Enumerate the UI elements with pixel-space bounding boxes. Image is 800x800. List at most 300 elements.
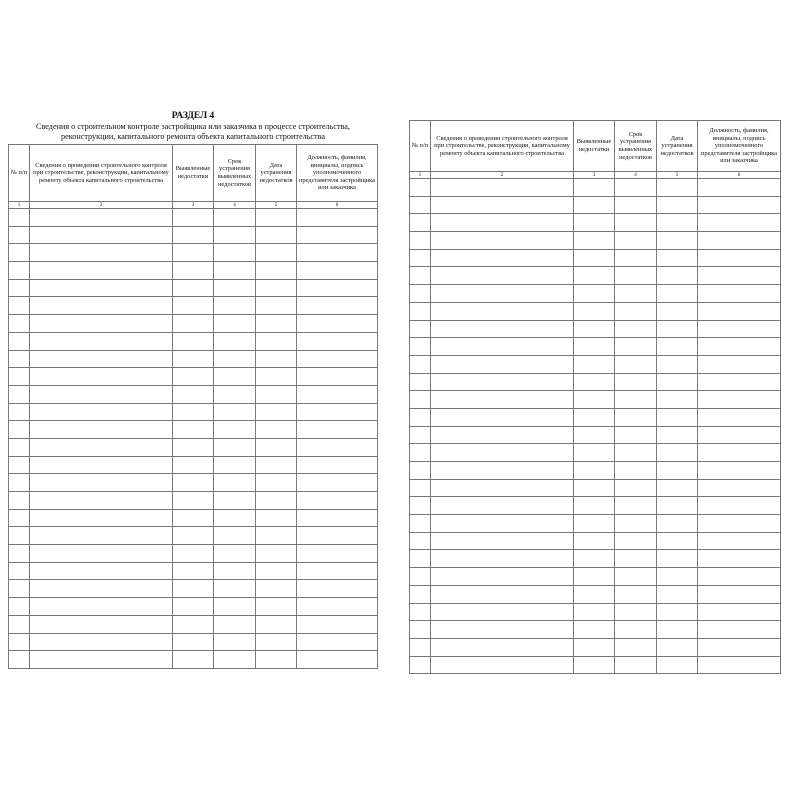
- table-cell: [297, 527, 378, 545]
- table-row: [9, 385, 378, 403]
- table-cell: [615, 621, 657, 639]
- table-cell: [9, 545, 30, 563]
- table-cell: [574, 196, 615, 214]
- table-cell: [297, 209, 378, 227]
- table-cell: [615, 444, 657, 462]
- table-cell: [431, 338, 574, 356]
- table-cell: [297, 456, 378, 474]
- header-defects: Выявленные недостатки: [574, 121, 615, 172]
- table-cell: [214, 368, 256, 386]
- column-number: 1: [9, 202, 30, 209]
- table-cell: [431, 444, 574, 462]
- table-cell: [9, 456, 30, 474]
- table-row: [9, 350, 378, 368]
- table-cell: [698, 285, 781, 303]
- table-cell: [431, 497, 574, 515]
- table-cell: [173, 315, 214, 333]
- table-cell: [574, 249, 615, 267]
- table-cell: [30, 580, 173, 598]
- column-number: 2: [30, 202, 173, 209]
- table-cell: [297, 492, 378, 510]
- table-cell: [410, 656, 431, 674]
- table-cell: [615, 179, 657, 197]
- table-cell: [256, 315, 297, 333]
- table-row: [410, 355, 781, 373]
- table-cell: [698, 656, 781, 674]
- table-cell: [431, 373, 574, 391]
- table-cell: [431, 249, 574, 267]
- table-row: [410, 656, 781, 674]
- table-cell: [173, 279, 214, 297]
- table-cell: [173, 421, 214, 439]
- table-cell: [657, 355, 698, 373]
- table-cell: [30, 527, 173, 545]
- table-row: [410, 408, 781, 426]
- table-row: [9, 403, 378, 421]
- table-cell: [9, 651, 30, 669]
- table-cell: [30, 492, 173, 510]
- table-cell: [256, 368, 297, 386]
- table-cell: [214, 226, 256, 244]
- table-cell: [574, 232, 615, 250]
- table-cell: [410, 479, 431, 497]
- table-cell: [574, 214, 615, 232]
- table-cell: [657, 462, 698, 480]
- table-cell: [698, 515, 781, 533]
- table-row: [9, 492, 378, 510]
- table-row: [410, 568, 781, 586]
- section-description: Сведения о строительном контроле застройщика или заказчика в процессе строительства, реконструкции, капитального ремонта объекта капитального строительства: [36, 122, 350, 141]
- table-cell: [297, 651, 378, 669]
- table-row: [9, 456, 378, 474]
- table-cell: [173, 332, 214, 350]
- table-cell: [698, 179, 781, 197]
- table-cell: [410, 408, 431, 426]
- table-cell: [214, 545, 256, 563]
- table-cell: [410, 196, 431, 214]
- table-cell: [698, 603, 781, 621]
- table-cell: [615, 532, 657, 550]
- table-cell: [657, 179, 698, 197]
- table-cell: [431, 515, 574, 533]
- column-number: 5: [657, 172, 698, 179]
- table-cell: [9, 598, 30, 616]
- table-cell: [256, 580, 297, 598]
- table-cell: [173, 438, 214, 456]
- table-cell: [574, 656, 615, 674]
- table-row: [9, 244, 378, 262]
- table-cell: [9, 438, 30, 456]
- table-cell: [615, 320, 657, 338]
- table-cell: [698, 214, 781, 232]
- table-cell: [410, 214, 431, 232]
- table-cell: [410, 320, 431, 338]
- table-cell: [214, 385, 256, 403]
- table-cell: [615, 603, 657, 621]
- table-cell: [256, 279, 297, 297]
- table-cell: [30, 350, 173, 368]
- table-row: [410, 373, 781, 391]
- table-row: [410, 285, 781, 303]
- table-cell: [256, 527, 297, 545]
- table-row: [410, 462, 781, 480]
- table-cell: [431, 285, 574, 303]
- table-cell: [574, 408, 615, 426]
- table-cell: [698, 638, 781, 656]
- table-row: [410, 603, 781, 621]
- table-row: [9, 279, 378, 297]
- table-cell: [30, 562, 173, 580]
- table-cell: [431, 232, 574, 250]
- table-cell: [431, 479, 574, 497]
- table-row: [9, 297, 378, 315]
- table-cell: [9, 297, 30, 315]
- column-number: 4: [214, 202, 256, 209]
- table-cell: [173, 492, 214, 510]
- table-cell: [698, 338, 781, 356]
- table-cell: [615, 338, 657, 356]
- table-cell: [30, 262, 173, 280]
- column-number: 4: [615, 172, 657, 179]
- table-cell: [173, 474, 214, 492]
- table-cell: [574, 444, 615, 462]
- right-page: [409, 120, 781, 676]
- table-cell: [574, 497, 615, 515]
- section-title: РАЗДЕЛ 4: [171, 111, 215, 121]
- table-cell: [574, 320, 615, 338]
- table-cell: [297, 545, 378, 563]
- table-cell: [574, 585, 615, 603]
- table-cell: [698, 196, 781, 214]
- table-cell: [574, 621, 615, 639]
- table-row: [410, 621, 781, 639]
- table-cell: [410, 285, 431, 303]
- table-cell: [657, 638, 698, 656]
- table-cell: [256, 456, 297, 474]
- construction-control-table: [8, 144, 378, 669]
- table-cell: [410, 302, 431, 320]
- table-cell: [30, 385, 173, 403]
- table-cell: [173, 209, 214, 227]
- table-cell: [574, 267, 615, 285]
- table-cell: [256, 492, 297, 510]
- table-cell: [173, 350, 214, 368]
- table-cell: [410, 232, 431, 250]
- table-row: [9, 651, 378, 669]
- table-cell: [297, 598, 378, 616]
- table-cell: [410, 532, 431, 550]
- table-cell: [173, 562, 214, 580]
- table-cell: [9, 209, 30, 227]
- table-cell: [256, 509, 297, 527]
- table-cell: [9, 492, 30, 510]
- table-cell: [214, 509, 256, 527]
- table-cell: [9, 279, 30, 297]
- table-cell: [9, 315, 30, 333]
- header-representative: Должность, фамилия, инициалы, подпись уполномоченного представителя застройщика или заказчика: [297, 145, 378, 202]
- table-cell: [698, 320, 781, 338]
- table-cell: [574, 568, 615, 586]
- table-cell: [9, 615, 30, 633]
- table-row: [9, 315, 378, 333]
- table-cell: [410, 585, 431, 603]
- table-cell: [410, 515, 431, 533]
- table-cell: [431, 214, 574, 232]
- table-cell: [410, 267, 431, 285]
- table-cell: [214, 421, 256, 439]
- table-cell: [30, 403, 173, 421]
- table-cell: [615, 656, 657, 674]
- table-cell: [410, 638, 431, 656]
- table-cell: [9, 509, 30, 527]
- table-cell: [297, 580, 378, 598]
- table-cell: [698, 479, 781, 497]
- table-cell: [410, 497, 431, 515]
- table-cell: [30, 368, 173, 386]
- table-cell: [30, 545, 173, 563]
- table-row: [9, 332, 378, 350]
- table-cell: [297, 385, 378, 403]
- table-cell: [615, 196, 657, 214]
- column-number: 1: [410, 172, 431, 179]
- table-cell: [30, 456, 173, 474]
- table-cell: [615, 302, 657, 320]
- table-cell: [214, 492, 256, 510]
- table-cell: [256, 562, 297, 580]
- table-row: [410, 444, 781, 462]
- table-cell: [615, 462, 657, 480]
- table-cell: [256, 633, 297, 651]
- table-cell: [698, 462, 781, 480]
- table-cell: [256, 385, 297, 403]
- table-cell: [698, 249, 781, 267]
- table-row: [410, 515, 781, 533]
- table-cell: [9, 403, 30, 421]
- table-cell: [30, 332, 173, 350]
- table-cell: [297, 244, 378, 262]
- table-cell: [297, 279, 378, 297]
- table-cell: [30, 209, 173, 227]
- table-cell: [9, 633, 30, 651]
- table-row: [9, 545, 378, 563]
- table-cell: [297, 615, 378, 633]
- table-cell: [256, 262, 297, 280]
- table-cell: [173, 651, 214, 669]
- table-cell: [574, 550, 615, 568]
- table-cell: [256, 438, 297, 456]
- table-cell: [30, 244, 173, 262]
- table-cell: [410, 426, 431, 444]
- table-cell: [173, 545, 214, 563]
- table-cell: [410, 179, 431, 197]
- table-cell: [698, 532, 781, 550]
- table-cell: [574, 373, 615, 391]
- table-cell: [30, 633, 173, 651]
- table-cell: [30, 651, 173, 669]
- table-cell: [615, 550, 657, 568]
- table-cell: [574, 532, 615, 550]
- table-cell: [410, 550, 431, 568]
- table-cell: [698, 621, 781, 639]
- table-row: [410, 196, 781, 214]
- table-cell: [297, 315, 378, 333]
- table-cell: [431, 408, 574, 426]
- table-cell: [30, 509, 173, 527]
- table-cell: [431, 355, 574, 373]
- table-row: [9, 262, 378, 280]
- table-cell: [410, 568, 431, 586]
- table-cell: [30, 279, 173, 297]
- header-fix-date: Дата устранения недостатков: [657, 121, 698, 172]
- table-cell: [431, 196, 574, 214]
- table-cell: [615, 285, 657, 303]
- table-cell: [574, 391, 615, 409]
- table-cell: [657, 656, 698, 674]
- table-cell: [9, 385, 30, 403]
- table-cell: [9, 332, 30, 350]
- table-cell: [574, 302, 615, 320]
- table-cell: [9, 226, 30, 244]
- table-row: [410, 585, 781, 603]
- table-cell: [615, 479, 657, 497]
- table-cell: [256, 474, 297, 492]
- table-cell: [698, 444, 781, 462]
- table-cell: [431, 426, 574, 444]
- column-number: 3: [173, 202, 214, 209]
- table-cell: [9, 527, 30, 545]
- table-cell: [657, 479, 698, 497]
- table-row: [9, 474, 378, 492]
- table-cell: [410, 373, 431, 391]
- table-cell: [9, 580, 30, 598]
- table-cell: [173, 244, 214, 262]
- table-cell: [297, 633, 378, 651]
- table-cell: [615, 515, 657, 533]
- table-cell: [297, 421, 378, 439]
- table-cell: [574, 285, 615, 303]
- table-cell: [698, 408, 781, 426]
- table-cell: [698, 355, 781, 373]
- table-cell: [256, 421, 297, 439]
- table-cell: [256, 209, 297, 227]
- table-cell: [657, 621, 698, 639]
- table-row: [9, 438, 378, 456]
- header-control-info: Сведения о проведении строительного контроля при строительстве, реконструкции, капитальному ремонту объекта капитального строительства: [30, 145, 173, 202]
- table-row: [9, 226, 378, 244]
- table-cell: [256, 598, 297, 616]
- table-cell: [297, 350, 378, 368]
- table-cell: [431, 585, 574, 603]
- header-representative: Должность, фамилия, инициалы, подпись уполномоченного представителя застройщика или заказчика: [698, 121, 781, 172]
- table-cell: [431, 320, 574, 338]
- table-cell: [173, 403, 214, 421]
- table-cell: [657, 426, 698, 444]
- table-cell: [698, 426, 781, 444]
- table-cell: [9, 474, 30, 492]
- table-cell: [256, 545, 297, 563]
- table-cell: [431, 621, 574, 639]
- table-cell: [574, 179, 615, 197]
- table-cell: [698, 568, 781, 586]
- table-cell: [615, 267, 657, 285]
- construction-control-table: [409, 120, 781, 674]
- table-cell: [574, 603, 615, 621]
- table-cell: [410, 338, 431, 356]
- table-cell: [173, 226, 214, 244]
- table-cell: [574, 426, 615, 444]
- table-cell: [657, 267, 698, 285]
- column-number: 6: [297, 202, 378, 209]
- table-cell: [410, 249, 431, 267]
- table-cell: [214, 633, 256, 651]
- table-cell: [214, 244, 256, 262]
- table-cell: [698, 267, 781, 285]
- table-row: [410, 497, 781, 515]
- table-cell: [431, 391, 574, 409]
- table-cell: [9, 562, 30, 580]
- table-cell: [297, 262, 378, 280]
- table-cell: [214, 598, 256, 616]
- table-cell: [615, 391, 657, 409]
- table-cell: [256, 615, 297, 633]
- table-cell: [297, 226, 378, 244]
- table-cell: [214, 315, 256, 333]
- table-cell: [410, 621, 431, 639]
- table-cell: [431, 302, 574, 320]
- table-cell: [431, 179, 574, 197]
- table-row: [410, 426, 781, 444]
- table-cell: [30, 226, 173, 244]
- table-row: [410, 214, 781, 232]
- table-cell: [256, 226, 297, 244]
- table-cell: [615, 373, 657, 391]
- table-cell: [297, 297, 378, 315]
- table-row: [9, 368, 378, 386]
- table-cell: [173, 368, 214, 386]
- table-cell: [698, 232, 781, 250]
- table-cell: [615, 355, 657, 373]
- table-cell: [214, 350, 256, 368]
- table-cell: [657, 515, 698, 533]
- table-row: [9, 509, 378, 527]
- header-fix-deadline: Срок устранения выявленных недостатков: [615, 121, 657, 172]
- table-cell: [574, 515, 615, 533]
- table-row: [410, 638, 781, 656]
- table-cell: [698, 391, 781, 409]
- table-cell: [256, 651, 297, 669]
- table-cell: [431, 568, 574, 586]
- table-cell: [657, 568, 698, 586]
- table-cell: [698, 373, 781, 391]
- header-row: [9, 145, 378, 202]
- table-cell: [9, 421, 30, 439]
- table-cell: [30, 438, 173, 456]
- column-number: 2: [431, 172, 574, 179]
- header-fix-deadline: Срок устранения выявленных недостатков: [214, 145, 256, 202]
- table-cell: [214, 279, 256, 297]
- table-cell: [9, 262, 30, 280]
- table-cell: [297, 509, 378, 527]
- table-cell: [173, 509, 214, 527]
- table-row: [9, 615, 378, 633]
- table-cell: [615, 638, 657, 656]
- table-cell: [657, 444, 698, 462]
- table-cell: [173, 598, 214, 616]
- table-cell: [615, 214, 657, 232]
- table-cell: [30, 474, 173, 492]
- table-cell: [297, 403, 378, 421]
- table-cell: [173, 633, 214, 651]
